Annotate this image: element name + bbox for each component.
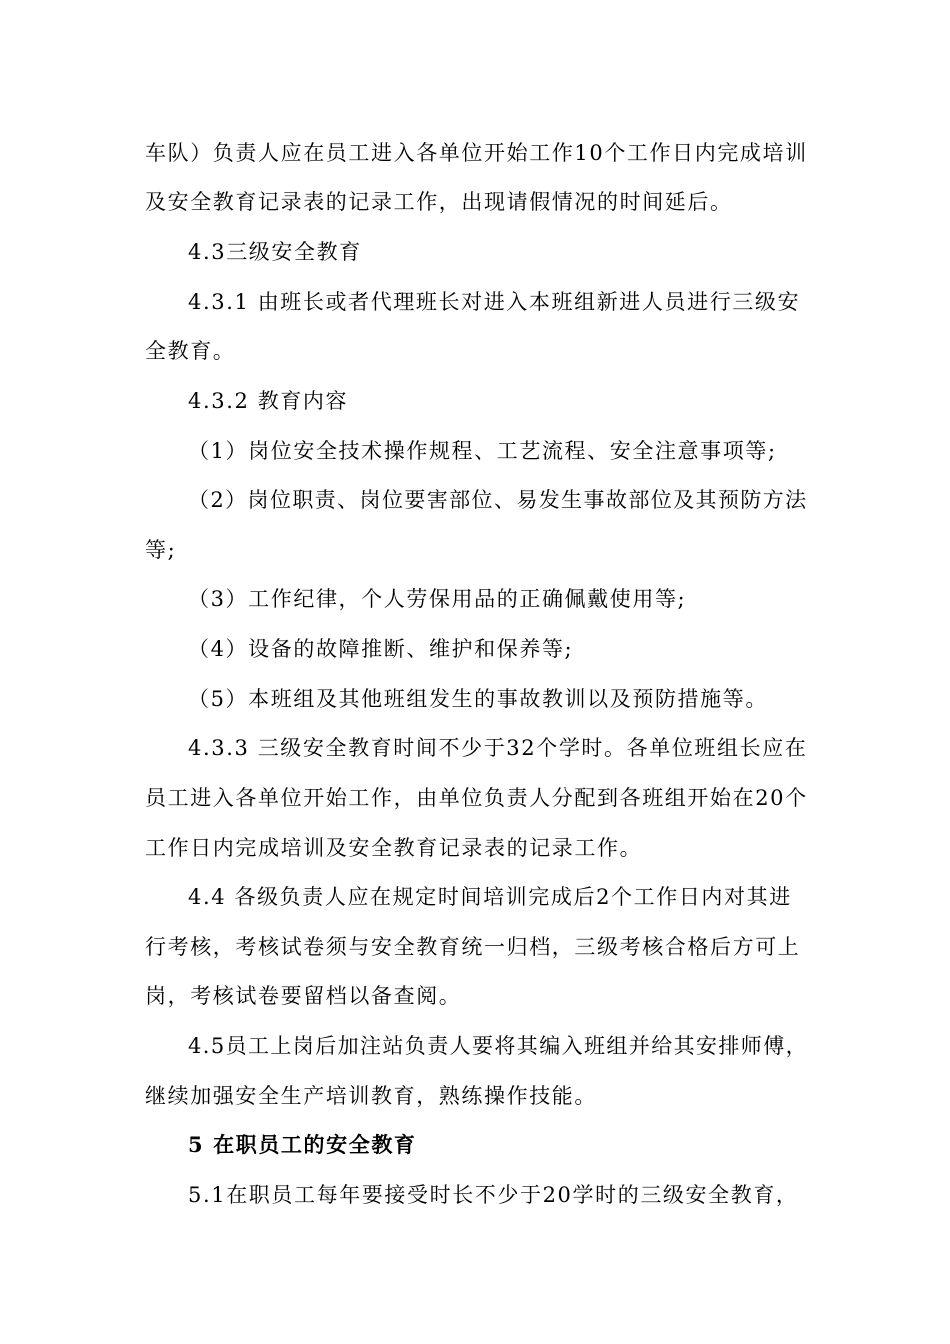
list-item: （3）工作纪律，个人劳保用品的正确佩戴使用等; — [188, 587, 687, 611]
text-line: 员工进入各单位开始工作，由单位负责人分配到各班组开始在20个 — [145, 786, 808, 810]
text-line: 4.3.1 由班长或者代理班长对进入本班组新进人员进行三级安 — [188, 290, 801, 314]
text-line: 行考核，考核试卷须与安全教育统一归档，三级考核合格后方可上 — [145, 935, 801, 959]
text-line: 4.3.2 教育内容 — [188, 389, 349, 413]
text-line: 岗，考核试卷要留档以备查阅。 — [145, 984, 462, 1008]
list-item: （5）本班组及其他班组发生的事故教训以及预防措施等。 — [188, 687, 768, 711]
list-item: （4）设备的故障推断、维护和保养等; — [188, 637, 574, 661]
section-heading-4-3: 4.3三级安全教育 — [188, 240, 362, 264]
text-line: 车队）负责人应在员工进入各单位开始工作10个工作日内完成培训 — [145, 141, 808, 165]
text-line: 4.4 各级负责人应在规定时间培训完成后2个工作日内对其进 — [188, 885, 792, 909]
list-item: （2）岗位职责、岗位要害部位、易发生事故部位及其预防方法 — [188, 488, 808, 512]
text-line: 全教育。 — [145, 339, 236, 363]
text-line: 4.5员工上岗后加注站负责人要将其编入班组并给其安排师傅， — [188, 1034, 808, 1058]
section-heading-5: 5 在职员工的安全教育 — [188, 1132, 417, 1157]
text-line: 及安全教育记录表的记录工作，出现请假情况的时间延后。 — [145, 190, 733, 214]
text-line: 工作日内完成培训及安全教育记录表的记录工作。 — [145, 836, 643, 860]
text-line: 4.3.3 三级安全教育时间不少于32个学时。各单位班组长应在 — [188, 736, 808, 760]
list-item: （1）岗位安全技术操作规程、工艺流程、安全注意事项等; — [188, 439, 777, 463]
text-line: 5.1在职员工每年要接受时长不少于20学时的三级安全教育， — [188, 1183, 799, 1207]
text-line: 继续加强安全生产培训教育，熟练操作技能。 — [145, 1084, 597, 1108]
text-line: 等; — [145, 538, 177, 562]
